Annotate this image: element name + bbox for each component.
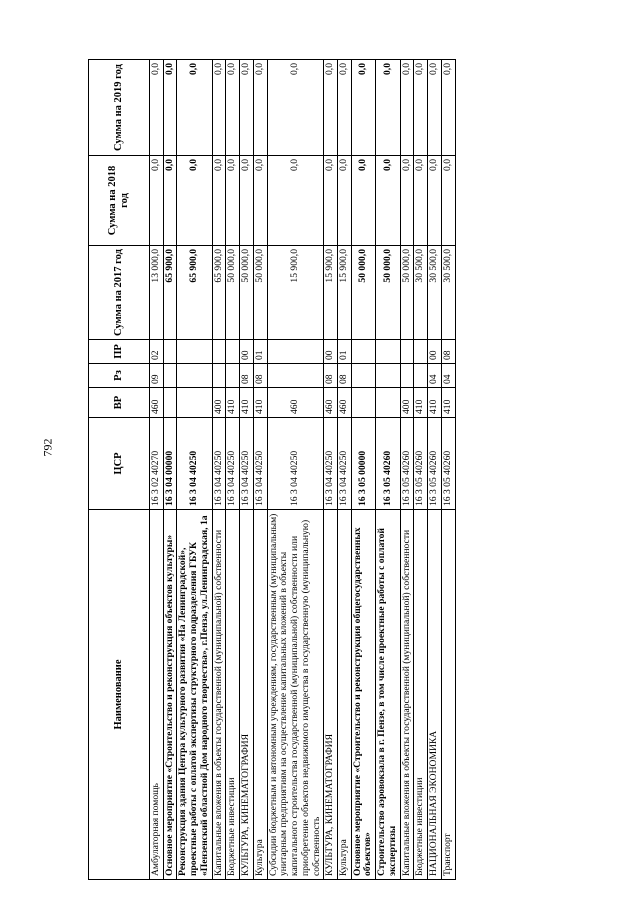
table-body xyxy=(150,60,456,880)
header-name: Наименование xyxy=(89,510,150,880)
header-rz: Рз xyxy=(89,364,150,388)
cell-name: Капитальные вложения в объекты государственной (муниципальной) собственности xyxy=(212,510,226,880)
cell-name: Основное мероприятие «Строительство и реконструкция общегосударственных объектов» xyxy=(351,510,375,880)
cell-rz: 09 xyxy=(150,364,164,388)
cell-name: Реконструкция здания Центра культурного развития «На Ленинградской», проектные работы с оплатой экспертизы структурного подразделения ГБУК «Пензенский областной Дом народного творчества», г.Пенза, ул.Ленинградская, 1а xyxy=(177,510,212,880)
cell-vr: 400 xyxy=(400,388,414,418)
cell-pr xyxy=(177,340,212,364)
cell-sum-2018: 0,0 xyxy=(150,156,164,246)
cell-csr: 16 3 05 40260 xyxy=(400,418,414,510)
table-row xyxy=(150,60,164,880)
cell-pr xyxy=(414,340,428,364)
cell-sum-2017: 15 900,0 xyxy=(267,246,324,340)
cell-rz xyxy=(414,364,428,388)
cell-rz: 08 xyxy=(253,364,267,388)
cell-pr xyxy=(400,340,414,364)
table-header-row xyxy=(89,60,150,880)
cell-sum-2018: 0,0 xyxy=(428,156,442,246)
cell-rz xyxy=(267,364,324,388)
table-row xyxy=(177,60,212,880)
cell-sum-2019: 0,0 xyxy=(428,60,442,156)
cell-name: Капитальные вложения в объекты государственной (муниципальной) собственности xyxy=(400,510,414,880)
cell-sum-2017: 30 500,0 xyxy=(428,246,442,340)
cell-pr: 00 xyxy=(324,340,338,364)
cell-sum-2019: 0,0 xyxy=(376,60,400,156)
cell-pr xyxy=(226,340,240,364)
cell-pr: 02 xyxy=(150,340,164,364)
table-row xyxy=(414,60,428,880)
cell-name: КУЛЬТУРА, КИНЕМАТОГРАФИЯ xyxy=(324,510,338,880)
cell-name: КУЛЬТУРА, КИНЕМАТОГРАФИЯ xyxy=(240,510,254,880)
cell-sum-2018: 0,0 xyxy=(253,156,267,246)
cell-sum-2018: 0,0 xyxy=(212,156,226,246)
cell-sum-2017: 50 000,0 xyxy=(400,246,414,340)
cell-pr xyxy=(376,340,400,364)
cell-sum-2018: 0,0 xyxy=(414,156,428,246)
cell-sum-2019: 0,0 xyxy=(240,60,254,156)
cell-csr: 16 3 04 40250 xyxy=(338,418,352,510)
cell-name: Культура xyxy=(253,510,267,880)
cell-csr: 16 3 02 40270 xyxy=(150,418,164,510)
cell-sum-2018: 0,0 xyxy=(400,156,414,246)
cell-name: Бюджетные инвестиции xyxy=(226,510,240,880)
cell-csr: 16 3 04 40250 xyxy=(226,418,240,510)
cell-pr xyxy=(163,340,177,364)
cell-pr xyxy=(212,340,226,364)
cell-csr: 16 3 04 40250 xyxy=(212,418,226,510)
table-row xyxy=(253,60,267,880)
table-row xyxy=(267,60,324,880)
cell-csr: 16 3 05 40260 xyxy=(441,418,455,510)
cell-name: Строительство аэровокзала в г. Пензе, в том числе проектные работы с оплатой экспертизы xyxy=(376,510,400,880)
cell-csr: 16 3 04 40250 xyxy=(324,418,338,510)
cell-sum-2019: 0,0 xyxy=(324,60,338,156)
cell-sum-2018: 0,0 xyxy=(226,156,240,246)
cell-pr: 00 xyxy=(240,340,254,364)
cell-sum-2017: 65 900,0 xyxy=(163,246,177,340)
cell-vr xyxy=(163,388,177,418)
cell-rz xyxy=(177,364,212,388)
cell-csr: 16 3 04 40250 xyxy=(253,418,267,510)
cell-vr: 460 xyxy=(150,388,164,418)
table-row xyxy=(441,60,455,880)
cell-sum-2017: 15 900,0 xyxy=(324,246,338,340)
cell-vr: 410 xyxy=(253,388,267,418)
cell-name: Транспорт xyxy=(441,510,455,880)
cell-sum-2018: 0,0 xyxy=(177,156,212,246)
cell-sum-2018: 0,0 xyxy=(267,156,324,246)
cell-sum-2017: 30 500,0 xyxy=(441,246,455,340)
cell-sum-2018: 0,0 xyxy=(441,156,455,246)
header-sum-2019: Сумма на 2019 год xyxy=(89,60,150,156)
table-row xyxy=(163,60,177,880)
cell-vr: 410 xyxy=(441,388,455,418)
cell-sum-2019: 0,0 xyxy=(351,60,375,156)
cell-rz xyxy=(400,364,414,388)
rotated-table-wrapper xyxy=(88,60,456,880)
table-row xyxy=(226,60,240,880)
cell-sum-2019: 0,0 xyxy=(150,60,164,156)
cell-vr: 400 xyxy=(212,388,226,418)
cell-name: Культура xyxy=(338,510,352,880)
cell-pr xyxy=(267,340,324,364)
cell-sum-2017: 50 000,0 xyxy=(376,246,400,340)
cell-rz: 08 xyxy=(338,364,352,388)
cell-name: Бюджетные инвестиции xyxy=(414,510,428,880)
table-row xyxy=(338,60,352,880)
header-sum-2017: Сумма на 2017 год xyxy=(89,246,150,340)
cell-sum-2017: 65 900,0 xyxy=(177,246,212,340)
cell-sum-2017: 15 900,0 xyxy=(338,246,352,340)
cell-sum-2019: 0,0 xyxy=(338,60,352,156)
cell-sum-2017: 50 000,0 xyxy=(240,246,254,340)
cell-vr xyxy=(376,388,400,418)
cell-rz xyxy=(351,364,375,388)
cell-name: Субсидии бюджетным и автономным учреждениям, государственным (муниципальным) унитарным предприятиям на осуществление капитальных вложений в объекты капитального строительства государственной (муниципальной) собственности или приобретение объектов недвижимого имущества в государственную (муниципальную) собственность xyxy=(267,510,324,880)
budget-table xyxy=(88,59,456,880)
cell-sum-2019: 0,0 xyxy=(212,60,226,156)
table-row xyxy=(351,60,375,880)
header-vr: ВР xyxy=(89,388,150,418)
cell-sum-2017: 50 000,0 xyxy=(226,246,240,340)
cell-sum-2018: 0,0 xyxy=(324,156,338,246)
cell-csr: 16 3 04 00000 xyxy=(163,418,177,510)
cell-vr xyxy=(351,388,375,418)
page-number: 792 xyxy=(40,438,55,457)
cell-csr: 16 3 05 40260 xyxy=(428,418,442,510)
table-row xyxy=(376,60,400,880)
cell-name: НАЦИОНАЛЬНАЯ ЭКОНОМИКА xyxy=(428,510,442,880)
cell-sum-2019: 0,0 xyxy=(177,60,212,156)
cell-sum-2018: 0,0 xyxy=(351,156,375,246)
cell-sum-2019: 0,0 xyxy=(441,60,455,156)
cell-vr: 410 xyxy=(428,388,442,418)
cell-sum-2017: 65 900,0 xyxy=(212,246,226,340)
cell-vr: 460 xyxy=(267,388,324,418)
cell-sum-2018: 0,0 xyxy=(338,156,352,246)
cell-rz: 04 xyxy=(428,364,442,388)
cell-sum-2019: 0,0 xyxy=(267,60,324,156)
cell-sum-2017: 50 000,0 xyxy=(351,246,375,340)
cell-pr xyxy=(351,340,375,364)
cell-vr: 410 xyxy=(226,388,240,418)
table-row xyxy=(212,60,226,880)
cell-rz xyxy=(212,364,226,388)
cell-pr: 01 xyxy=(338,340,352,364)
cell-rz: 04 xyxy=(441,364,455,388)
table-row xyxy=(240,60,254,880)
cell-name: Амбулаторная помощь xyxy=(150,510,164,880)
cell-vr: 410 xyxy=(414,388,428,418)
cell-name: Основное мероприятие «Строительство и реконструкция объектов культуры» xyxy=(163,510,177,880)
cell-pr: 08 xyxy=(441,340,455,364)
table-row xyxy=(324,60,338,880)
cell-sum-2019: 0,0 xyxy=(226,60,240,156)
cell-vr: 410 xyxy=(240,388,254,418)
cell-vr: 460 xyxy=(338,388,352,418)
cell-sum-2019: 0,0 xyxy=(400,60,414,156)
cell-rz: 08 xyxy=(324,364,338,388)
cell-rz xyxy=(226,364,240,388)
cell-csr: 16 3 04 40250 xyxy=(240,418,254,510)
cell-rz xyxy=(163,364,177,388)
cell-sum-2019: 0,0 xyxy=(163,60,177,156)
header-pr: ПР xyxy=(89,340,150,364)
cell-pr: 01 xyxy=(253,340,267,364)
cell-sum-2017: 50 000,0 xyxy=(253,246,267,340)
cell-sum-2019: 0,0 xyxy=(253,60,267,156)
cell-csr: 16 3 04 40250 xyxy=(177,418,212,510)
cell-vr xyxy=(177,388,212,418)
header-sum-2018: Сумма на 2018 год xyxy=(89,156,150,246)
cell-pr: 00 xyxy=(428,340,442,364)
cell-sum-2017: 30 500,0 xyxy=(414,246,428,340)
cell-rz: 08 xyxy=(240,364,254,388)
header-csr: ЦСР xyxy=(89,418,150,510)
cell-vr: 460 xyxy=(324,388,338,418)
table-row xyxy=(400,60,414,880)
cell-sum-2018: 0,0 xyxy=(163,156,177,246)
cell-csr: 16 3 05 40260 xyxy=(376,418,400,510)
cell-sum-2019: 0,0 xyxy=(414,60,428,156)
cell-rz xyxy=(376,364,400,388)
table-row xyxy=(428,60,442,880)
cell-sum-2017: 13 000,0 xyxy=(150,246,164,340)
cell-sum-2018: 0,0 xyxy=(240,156,254,246)
cell-csr: 16 3 05 00000 xyxy=(351,418,375,510)
cell-csr: 16 3 05 40260 xyxy=(414,418,428,510)
cell-csr: 16 3 04 40250 xyxy=(267,418,324,510)
cell-sum-2018: 0,0 xyxy=(376,156,400,246)
